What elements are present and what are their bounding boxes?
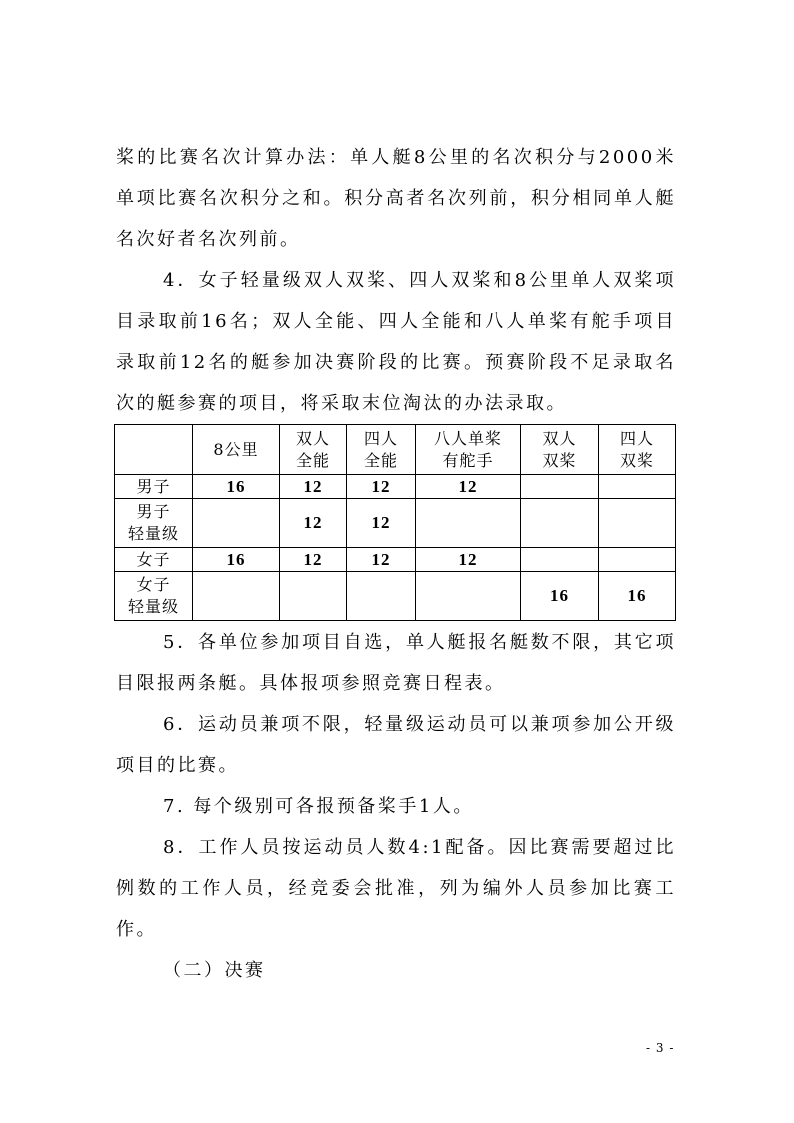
table-cell: 12 (280, 499, 347, 548)
table-cell: 12 (280, 548, 347, 572)
table-row (115, 475, 676, 499)
table-cell: 16 (599, 572, 676, 621)
page-number: - 3 - (646, 1041, 675, 1055)
header-cell: 双人 全能 (280, 425, 347, 475)
table-cell: 12 (347, 548, 416, 572)
paragraph-item-7: 7. 每个级别可各报预备桨手1人。 (163, 796, 474, 817)
paragraph-continuation: 桨的比赛名次计算办法：单人艇8公里的名次积分与2000米单项比赛名次积分之和。积分高者名次列前，积分相同单人艇名次好者名次列前。 (116, 147, 676, 250)
row-label: 女子 (115, 548, 193, 572)
table-cell: 12 (280, 475, 347, 499)
header-cell (115, 425, 193, 475)
table-cell: 12 (347, 499, 416, 548)
paragraph-item-4: 4．女子轻量级双人双桨、四人双桨和8公里单人双桨项目录取前16名；双人全能、四人全能和八人单桨有舵手项目录取前12名的艇参加决赛阶段的比赛。预赛阶段不足录取名次的艇参赛的项目，将采取末位淘汰的办法录取。 (116, 270, 676, 414)
table-cell (599, 499, 676, 548)
table-cell (193, 499, 280, 548)
header-cell: 8公里 (193, 425, 280, 475)
table-cell (521, 548, 599, 572)
table-cell: 16 (521, 572, 599, 621)
table-row (115, 499, 676, 548)
table-cell: 12 (347, 475, 416, 499)
table-row (115, 548, 676, 572)
paragraph-item-6: 6．运动员兼项不限，轻量级运动员可以兼项参加公开级项目的比赛。 (116, 714, 676, 776)
table-cell: 16 (193, 548, 280, 572)
table-cell (599, 475, 676, 499)
table-cell (521, 499, 599, 548)
section-heading-final: （二）决赛 (163, 960, 266, 981)
quota-table (114, 424, 676, 621)
table-cell: 12 (416, 548, 521, 572)
paragraph-item-8: 8．工作人员按运动员人数4:1配备。因比赛需要超过比例数的工作人员，经竞委会批准，列为编外人员参加比赛工作。 (116, 837, 676, 940)
header-cell: 四人 双桨 (599, 425, 676, 475)
table-cell (280, 572, 347, 621)
table-header-row (115, 425, 676, 475)
table-cell (599, 548, 676, 572)
row-label: 男子 (115, 475, 193, 499)
table-cell (193, 572, 280, 621)
paragraph-item-5: 5．各单位参加项目自选，单人艇报名艇数不限，其它项目限报两条艇。具体报项参照竞赛日程表。 (116, 632, 676, 694)
table-row (115, 572, 676, 621)
header-cell: 双人 双桨 (521, 425, 599, 475)
header-cell: 八人单桨 有舵手 (416, 425, 521, 475)
row-label: 女子 轻量级 (115, 572, 193, 621)
table-cell (347, 572, 416, 621)
header-cell: 四人 全能 (347, 425, 416, 475)
row-label: 男子 轻量级 (115, 499, 193, 548)
table-cell (416, 572, 521, 621)
table-cell (521, 475, 599, 499)
table-cell: 12 (416, 475, 521, 499)
table-cell (416, 499, 521, 548)
table-cell: 16 (193, 475, 280, 499)
